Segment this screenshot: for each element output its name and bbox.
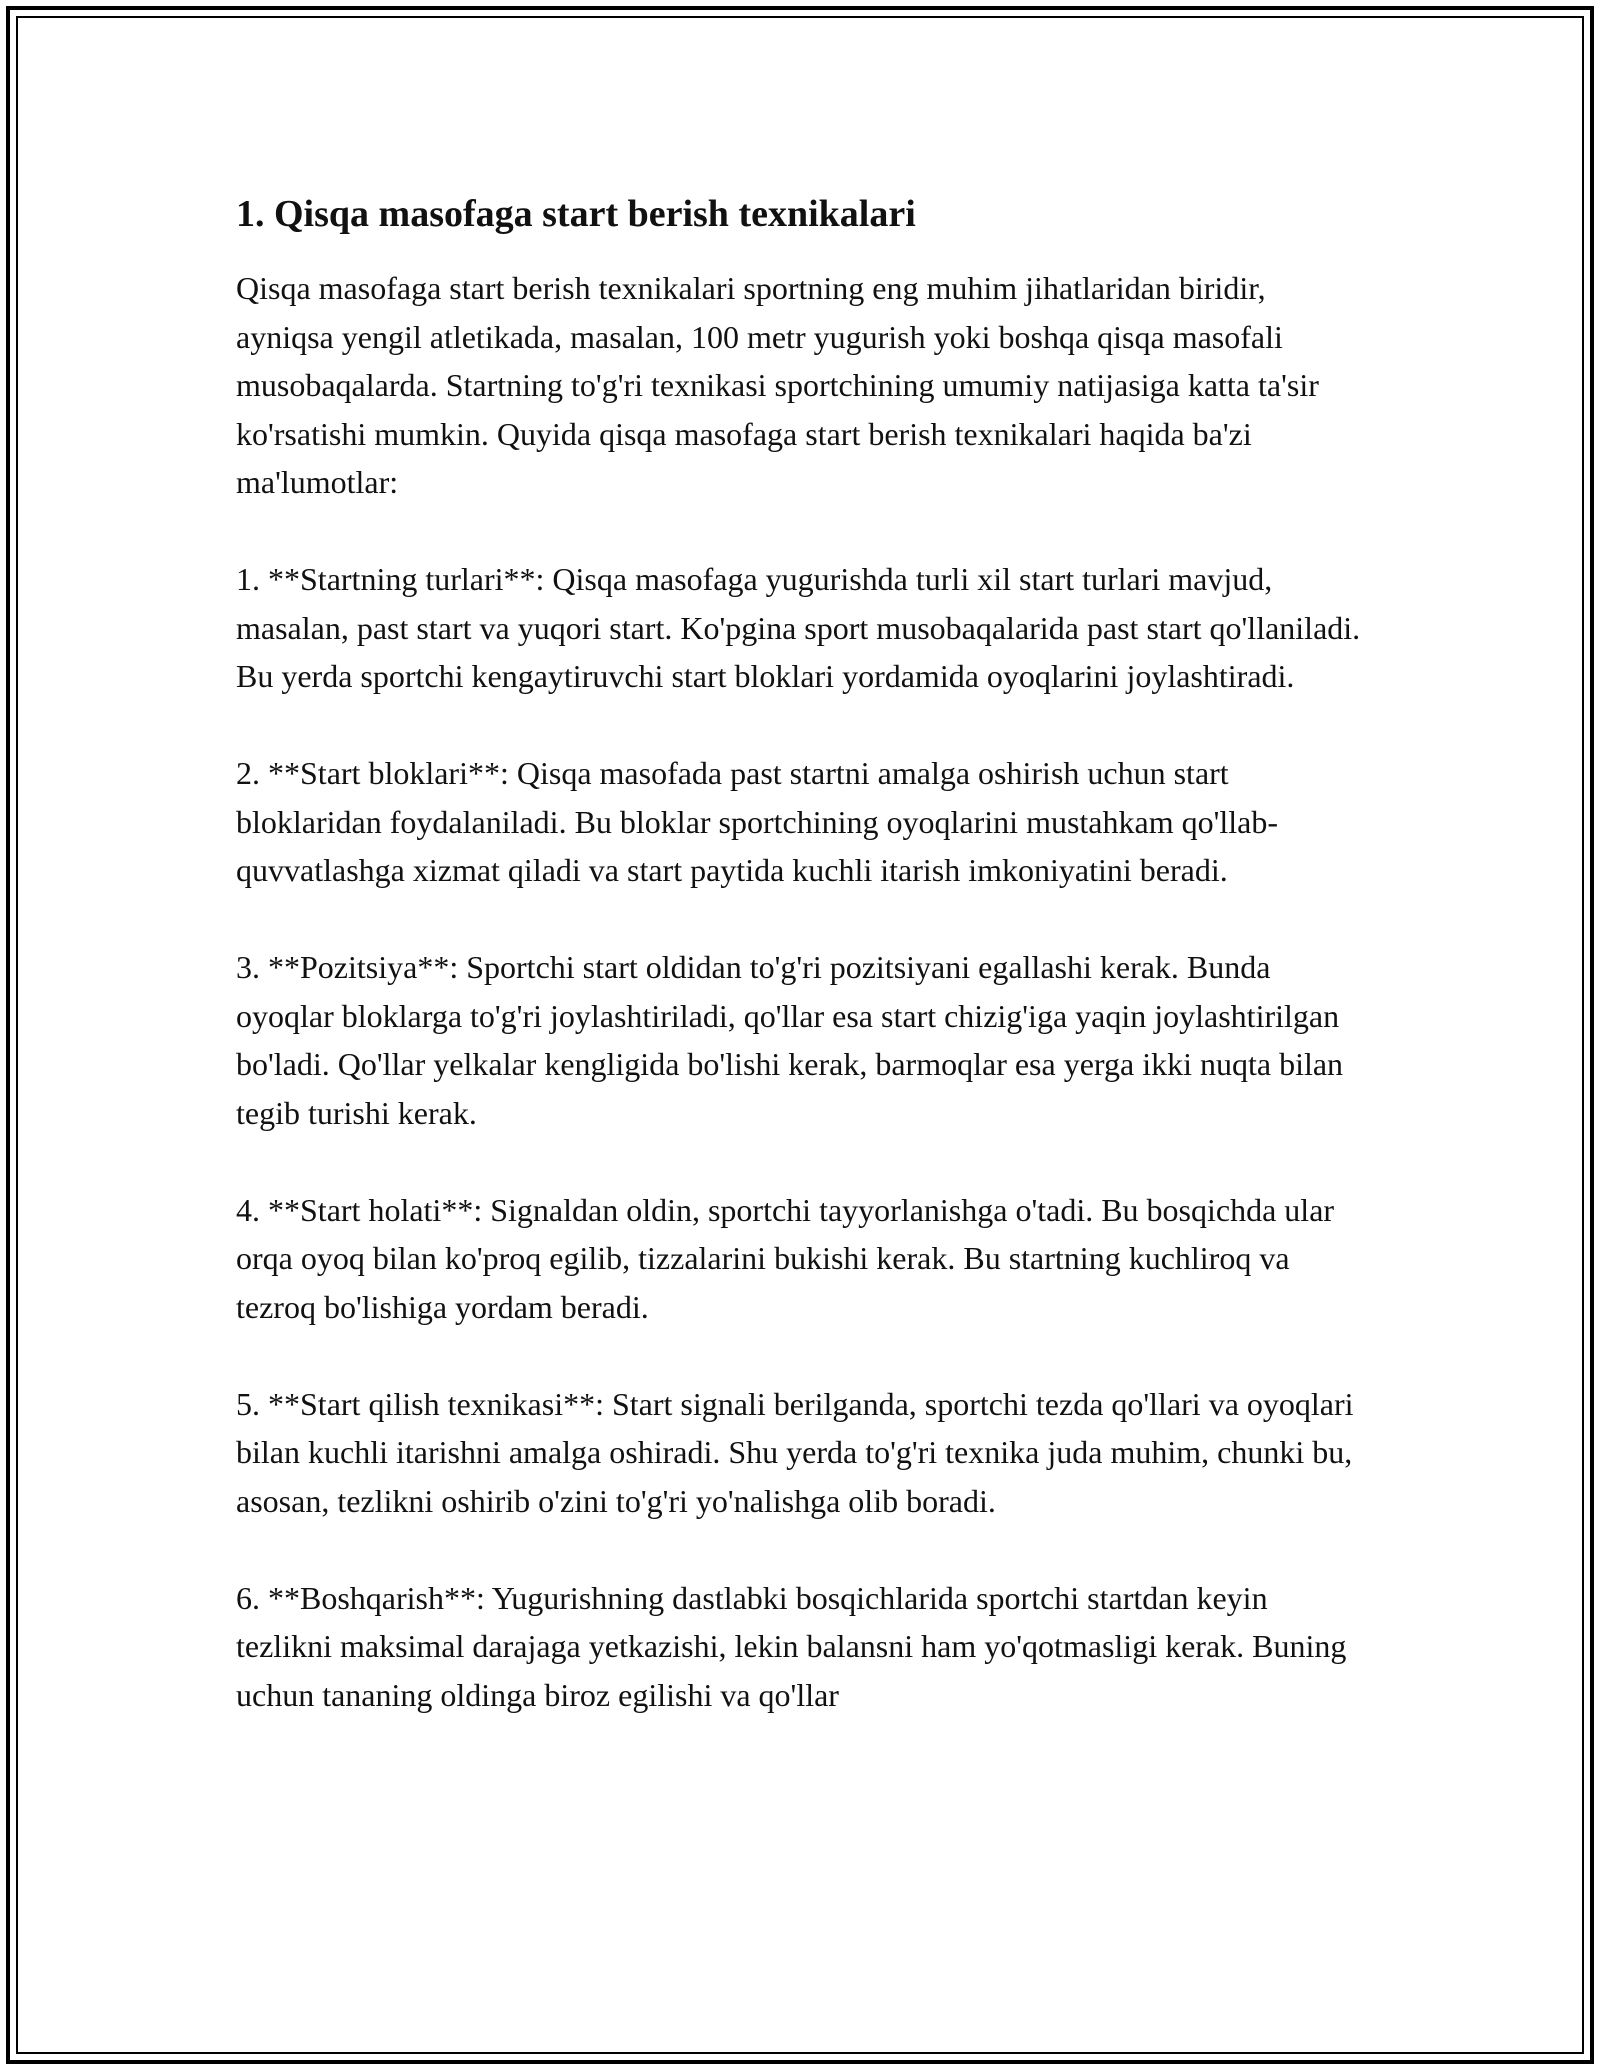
- intro-paragraph: Qisqa masofaga start berish texnikalari sportning eng muhim jihatlaridan biridir, ayniqsa yengil atletikada, masalan, 100 metr yugurish yoki boshqa qisqa masofali musobaqalarda. Startning to'g'ri texnikasi sportchining umumiy natijasiga katta ta'sir ko'rsatishi mumkin. Quyida qisqa masofaga start berish texnikalari haqida ba'zi ma'lumotlar:: [236, 270, 1319, 500]
- document-heading: 1. Qisqa masofaga start berish texnikalari: [236, 193, 916, 235]
- list-item-startning-turlari: 1. **Startning turlari**: Qisqa masofaga yugurishda turli xil start turlari mavjud, masalan, past start va yuqori start. Ko'pgina sport musobaqalarida past start qo'llaniladi. Bu yerda sportchi kengaytiruvchi start bloklari yordamida oyoqlarini joylashtiradi.: [236, 561, 1361, 694]
- list-item-start-holati: 4. **Start holati**: Signaldan oldin, sportchi tayyorlanishga o'tadi. Bu bosqichda ular orqa oyoq bilan ko'proq egilib, tizzalarini bukishi kerak. Bu startning kuchliroq va tezroq bo'lishiga yordam beradi.: [236, 1191, 1335, 1325]
- list-item-boshqarish: 6. **Boshqarish**: Yugurishning dastlabki bosqichlarida sportchi startdan keyin tezlikni maksimal darajaga yetkazishi, lekin balansni ham yo'qotmasligi kerak. Buning uchun tananing oldinga biroz egilishi va qo'llar: [236, 1579, 1347, 1713]
- list-item-start-qilish-texnikasi: 5. **Start qilish texnikasi**: Start signali berilganda, sportchi tezda qo'llari va oyoqlari bilan kuchli itarishni amalga oshiradi. Shu yerda to'g'ri texnika juda muhim, chunki bu, asosan, tezlikni oshirib o'zini to'g'ri yo'nalishga olib boradi.: [236, 1385, 1354, 1519]
- document-body: [236, 188, 1366, 1719]
- list-item-pozitsiya: 3. **Pozitsiya**: Sportchi start oldidan to'g'ri pozitsiyani egallashi kerak. Bunda oyoqlar bloklarga to'g'ri joylashtiriladi, qo'llar esa start chizig'iga yaqin joylashtirilgan bo'ladi. Qo'llar yelkalar kengligida bo'lishi kerak, barmoqlar esa yerga ikki nuqta bilan tegib turishi kerak.: [236, 949, 1344, 1131]
- list-item-start-bloklari: 2. **Start bloklari**: Qisqa masofada past startni amalga oshirish uchun start bloklaridan foydalaniladi. Bu bloklar sportchining oyoqlarini mustahkam qo'llab-quvvatlashga xizmat qiladi va start paytida kuchli itarish imkoniyatini beradi.: [236, 755, 1278, 888]
